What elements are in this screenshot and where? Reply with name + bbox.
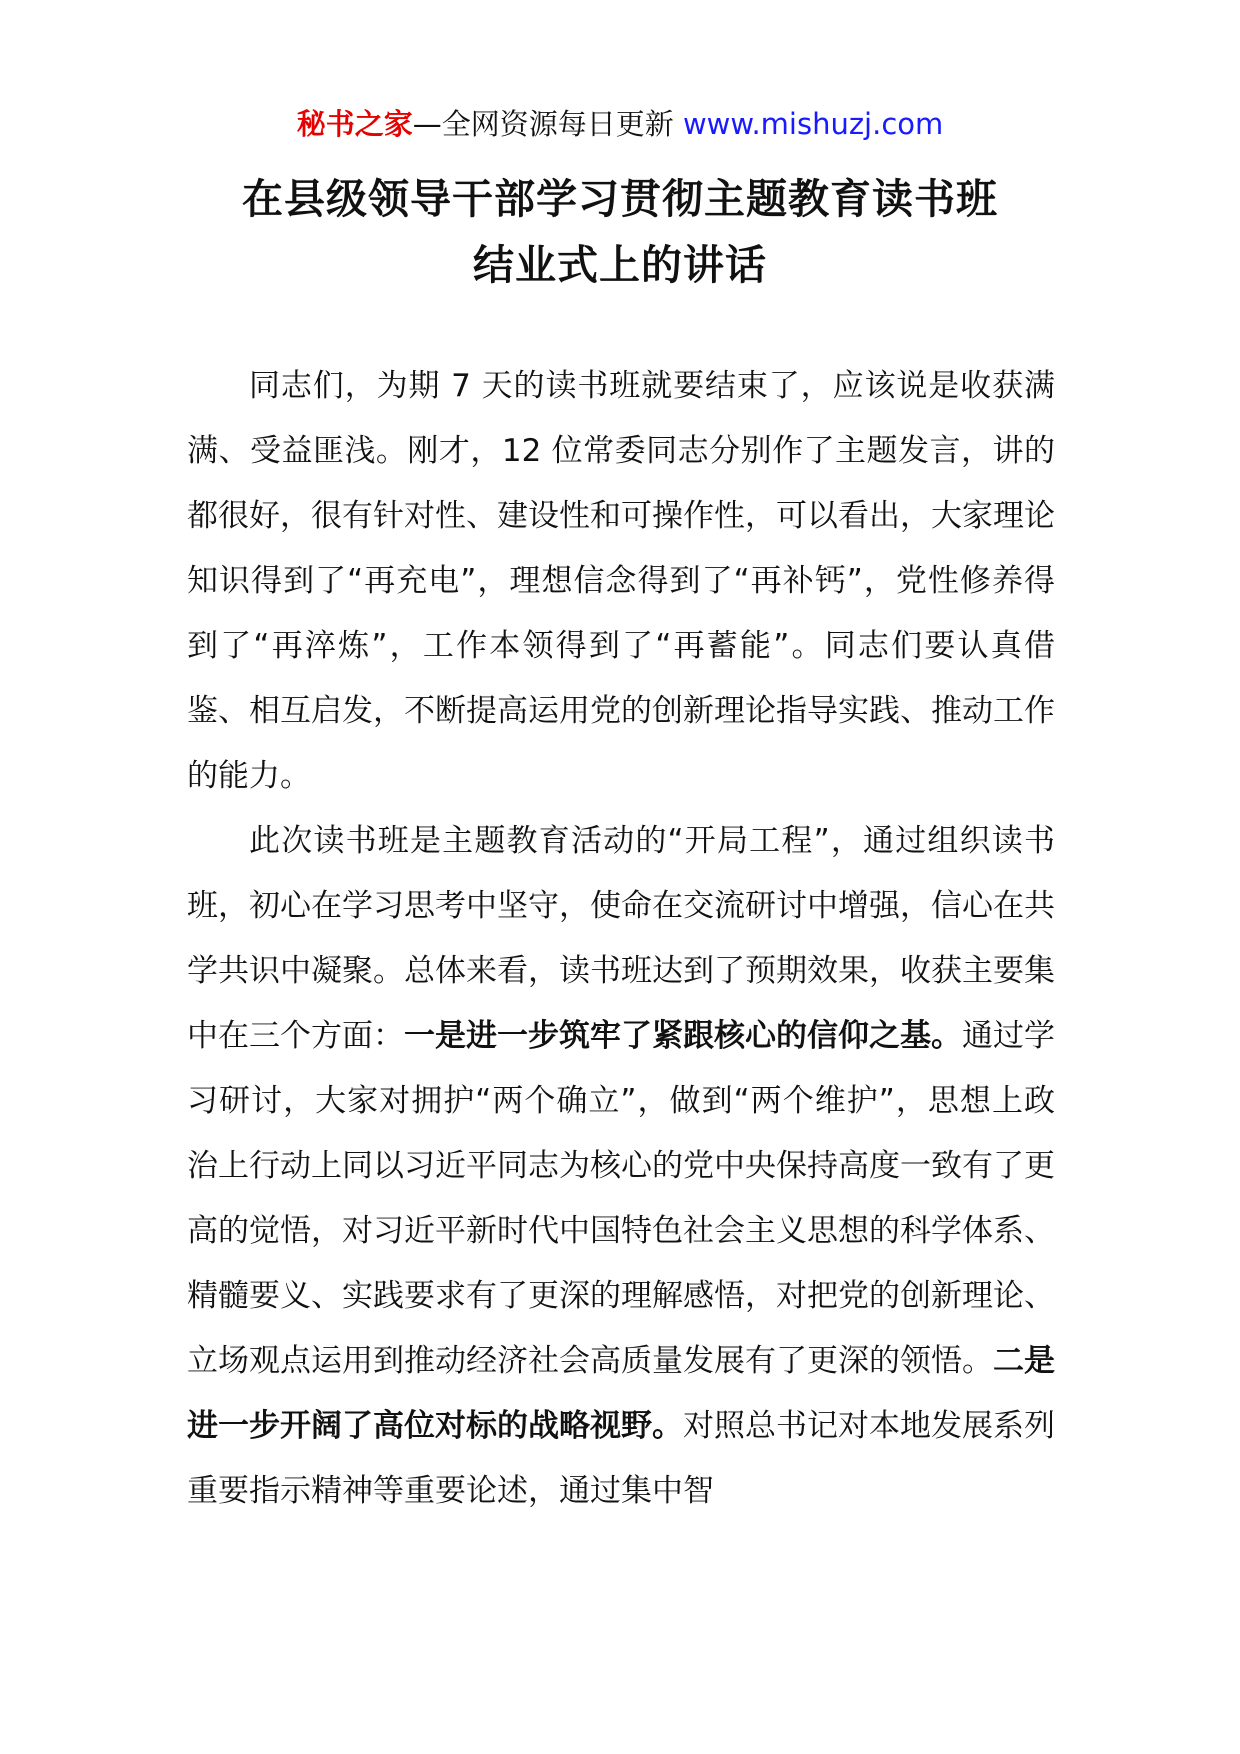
site-header xyxy=(0,104,1240,144)
paragraph-2-text-3: 对照总书记对本地发展系列重要指示精神等重要论述，通过集中智 xyxy=(187,1408,1055,1509)
document-body xyxy=(187,354,1055,1524)
paragraph-2-text-1: 此次读书班是主题教育活动的“开局工程”，通过组织读书班，初心在学习思考中坚守，使命在交流研讨中增强，信心在共学共识中凝聚。总体来看，读书班达到了预期效果，收获主要集中在三个方面： xyxy=(187,823,1055,1054)
site-slogan: —全网资源每日更新 xyxy=(412,107,674,141)
paragraph-2-highlight-1: 一是进一步筑牢了紧跟核心的信仰之基。 xyxy=(404,1018,962,1054)
site-brand: 秘书之家 xyxy=(296,107,413,141)
site-url-link[interactable]: www.mishuzj.com xyxy=(682,107,944,141)
paragraph-2-text-2: 通过学习研讨，大家对拥护“两个确立”，做到“两个维护”，思想上政治上行动上同以习近平同志为核心的党中央保持高度一致有了更高的觉悟，对习近平新时代中国特色社会主义思想的科学体系、精髓要义、实践要求有了更深的理解感悟，对把党的创新理论、立场观点运用到推动经济社会高质量发展有了更深的领悟。 xyxy=(187,1018,1055,1379)
paragraph-1: 同志们，为期 7 天的读书班就要结束了，应该说是收获满满、受益匪浅。刚才，12 位常委同志分别作了主题发言，讲的都很好，很有针对性、建设性和可操作性，可以看出，大家理论知识得到了“再充电”，理想信念得到了“再补钙”，党性修养得到了“再淬炼”，工作本领得到了“再蓄能”。同志们要认真借鉴、相互启发，不断提高运用党的创新理论指导实践、推动工作的能力。 xyxy=(187,368,1055,794)
paragraph-2 xyxy=(187,809,1055,1524)
document-title-line-1: 在县级领导干部学习贯彻主题教育读书班 xyxy=(242,175,998,223)
document-title-line-2: 结业式上的讲话 xyxy=(473,241,767,289)
paragraph-2-highlight-2: 二是进一步开阔了高位对标的战略视野。 xyxy=(187,1343,1055,1444)
document-title xyxy=(150,166,1090,298)
